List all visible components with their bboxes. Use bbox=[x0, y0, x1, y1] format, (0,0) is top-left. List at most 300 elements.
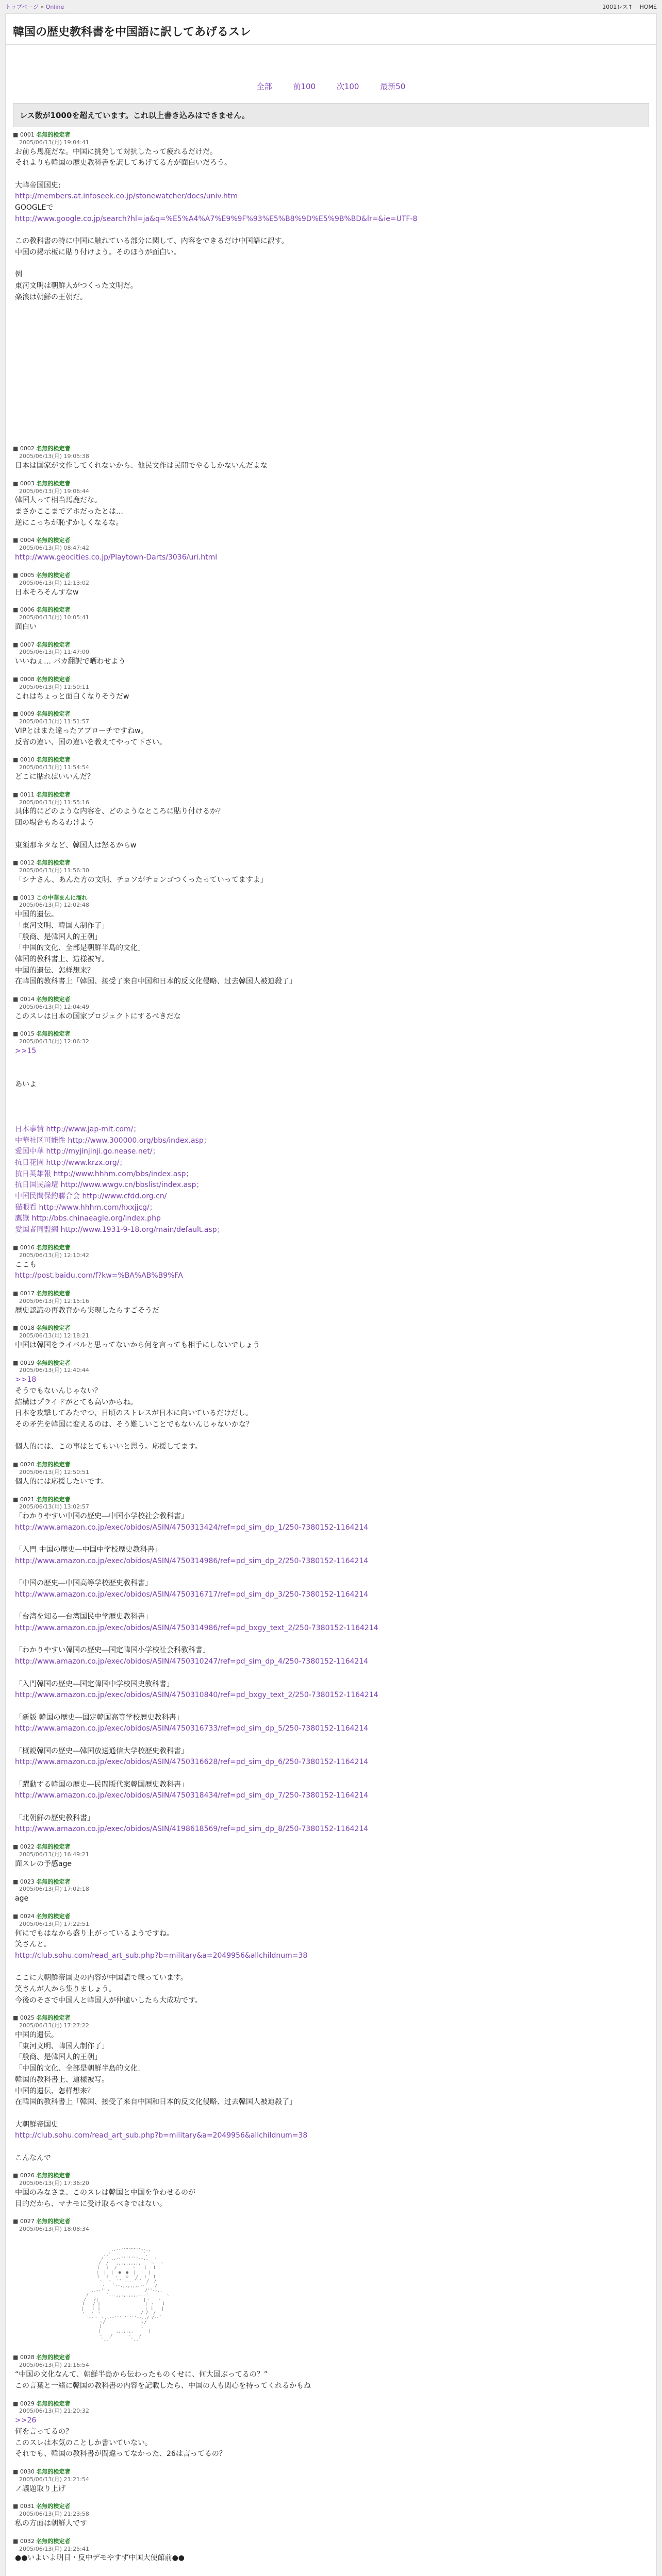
post-bullet-icon: ■ bbox=[13, 1878, 20, 1885]
post-date: 2005/06/13(月) 12:06:32 bbox=[19, 1038, 89, 1045]
post-line bbox=[15, 1057, 649, 1069]
post-line: 結構はプライドがとても高いからね。 bbox=[15, 1398, 138, 1406]
post-meta bbox=[13, 1244, 649, 1260]
post-line: こんなんで bbox=[15, 2154, 51, 2162]
post-number[interactable]: 0012 bbox=[20, 859, 35, 867]
post-line bbox=[15, 2108, 649, 2120]
post-link[interactable]: http://www.amazon.co.jp/exec/obidos/ASIN/4750314986/ref=pd_sim_dp_2/250-7380152-1164214 bbox=[15, 1556, 369, 1565]
post-body bbox=[13, 2369, 649, 2392]
post-line: 「東河文明、韓国人制作了」 bbox=[15, 921, 109, 930]
post-line: 「東河文明、韓国人制作了」 bbox=[15, 2042, 109, 2050]
post-number[interactable]: 0032 bbox=[20, 2537, 35, 2545]
post-link[interactable]: http://www.amazon.co.jp/exec/obidos/ASIN/4750316717/ref=pd_sim_dp_3/250-7380152-1164214 bbox=[15, 1590, 369, 1599]
post-line: 私の方面は朝鮮人です bbox=[15, 2519, 87, 2528]
post-bullet-icon: ■ bbox=[13, 606, 20, 614]
post-line: 韓国的教科書上、這樣被写。 bbox=[15, 2075, 109, 2084]
post-author: 名無的検定者 bbox=[36, 1461, 71, 1468]
post-date: 2005/06/13(月) 11:56:30 bbox=[19, 867, 89, 874]
post-date: 2005/06/13(月) 17:22:51 bbox=[19, 1920, 89, 1927]
post-line bbox=[15, 1522, 649, 1534]
post-line bbox=[15, 1270, 649, 1282]
post-bullet-icon: ■ bbox=[13, 756, 20, 764]
post-body bbox=[13, 461, 649, 472]
post-meta bbox=[13, 1030, 649, 1046]
post-body bbox=[13, 587, 649, 599]
post-line: 「躍動する韓国の歴史―民間版代案韓国歴史教科書」 bbox=[15, 1780, 188, 1789]
post-author: 名無的検定者 bbox=[36, 675, 71, 683]
post-author: 名無的検定者 bbox=[36, 445, 71, 452]
post-meta bbox=[13, 572, 649, 587]
post-author: 名無的検定者 bbox=[36, 2354, 71, 2361]
post-line: 「概説韓国の歴史―韓国放送通信大学校歴史教科書」 bbox=[15, 1747, 188, 1755]
post-number[interactable]: 0006 bbox=[20, 606, 35, 614]
post-meta bbox=[13, 1843, 649, 1859]
post-body bbox=[13, 1859, 649, 1870]
nav-all-link[interactable]: 全部 bbox=[256, 82, 272, 91]
post-bullet-icon: ■ bbox=[13, 675, 20, 683]
post-date: 2005/06/13(月) 11:51:57 bbox=[19, 718, 89, 725]
post-bullet-icon: ■ bbox=[13, 641, 20, 648]
post-meta bbox=[13, 537, 649, 552]
post-author: 名無的検定者 bbox=[36, 996, 71, 1003]
post-body bbox=[13, 2415, 649, 2460]
post-date: 2005/06/13(月) 17:36:20 bbox=[19, 2180, 89, 2187]
post-author: 名無的検定者 bbox=[36, 1030, 71, 1038]
post-number[interactable]: 0021 bbox=[20, 1496, 35, 1503]
post-date: 2005/06/13(月) 12:02:48 bbox=[19, 902, 89, 909]
post-author: 名無的検定者 bbox=[36, 710, 71, 718]
thread-title: 韓国の歴史教科書を中国語に訳してあげるスレ bbox=[13, 26, 252, 39]
post-line: ●●いよいよ明日・反中デモやすず中国大使館前●● bbox=[15, 2554, 185, 2563]
post-item bbox=[13, 676, 649, 702]
post-item bbox=[13, 131, 649, 303]
post-meta bbox=[13, 2468, 649, 2484]
post-body bbox=[13, 552, 649, 564]
post-number[interactable]: 0005 bbox=[20, 571, 35, 579]
post-line: 今後のそさで中国人と韓国人が仲違いしたら大成功です。 bbox=[15, 1996, 202, 2005]
post-link[interactable]: http://www.amazon.co.jp/exec/obidos/ASIN/4750313424/ref=pd_sim_dp_1/250-7380152-1164214 bbox=[15, 1523, 369, 1532]
post-body bbox=[13, 1893, 649, 1905]
post-date: 2005/06/13(月) 21:20:32 bbox=[19, 2408, 89, 2415]
post-number[interactable]: 0003 bbox=[20, 480, 35, 487]
post-number[interactable]: 0008 bbox=[20, 675, 35, 683]
post-number[interactable]: 0019 bbox=[20, 1359, 35, 1366]
post-line: この教科書の特に中国に触れている部分に関して、内容をできるだけ中国語に訳す。 bbox=[15, 237, 289, 246]
post-line: 面白い bbox=[15, 622, 37, 631]
post-date: 2005/06/13(月) 12:10:42 bbox=[19, 1251, 89, 1259]
post-body bbox=[13, 622, 649, 633]
post-body bbox=[13, 726, 649, 748]
post-meta bbox=[13, 1360, 649, 1375]
post-number[interactable]: 0028 bbox=[20, 2354, 35, 2361]
nav-prev100-link[interactable]: 前100 bbox=[293, 82, 316, 91]
post-meta bbox=[13, 1913, 649, 1928]
post-link[interactable]: http://www.amazon.co.jp/exec/obidos/ASIN/4750318434/ref=pd_sim_dp_7/250-7380152-1164214 bbox=[15, 1791, 369, 1800]
post-item bbox=[13, 1290, 649, 1316]
post-item bbox=[13, 1360, 649, 1453]
post-number[interactable]: 0022 bbox=[20, 1843, 35, 1851]
post-date: 2005/06/13(月) 19:04:41 bbox=[19, 139, 89, 146]
post-number[interactable]: 0009 bbox=[20, 710, 35, 718]
post-number[interactable]: 0017 bbox=[20, 1290, 35, 1297]
breadcrumb-separator: » bbox=[40, 4, 44, 10]
post-line: 「中国的文化、全部是朝鮮半島的文化」 bbox=[15, 944, 145, 953]
post-date: 2005/06/13(月) 11:54:54 bbox=[19, 764, 89, 771]
post-line: 日本を攻撃してみたでつ、日頃のストレスが日本に向いているだけだし。 bbox=[15, 1409, 253, 1418]
post-line: 大朝鮮帝国史 bbox=[15, 2120, 58, 2129]
post-meta bbox=[13, 756, 649, 772]
post-body bbox=[13, 1260, 649, 1282]
post-line: その矛先を韓国に変えるのは、そう難しいことでもないんじゃないかな？ bbox=[15, 1420, 253, 1429]
post-author: 名無的検定者 bbox=[36, 537, 71, 544]
post-link[interactable]: http://www.amazon.co.jp/exec/obidos/ASIN/4750316628/ref=pd_sim_dp_6/250-7380152-1164214 bbox=[15, 1758, 369, 1767]
post-bullet-icon: ■ bbox=[13, 1912, 20, 1920]
post-number[interactable]: 0013 bbox=[20, 894, 35, 901]
post-line: 「中国の歴史―中国高等学校歴史教科書」 bbox=[15, 1579, 152, 1588]
post-line: 反省の違い、国の違いを教えてやって下さい。 bbox=[15, 738, 167, 747]
post-date: 2005/06/13(月) 11:47:00 bbox=[19, 649, 89, 656]
post-line bbox=[15, 2233, 649, 2245]
post-line bbox=[15, 1723, 649, 1735]
post-line: 「新版 韓国の歴史―国定韓国高等学校歴史教科書」 bbox=[15, 1713, 184, 1722]
post-date: 2005/06/13(月) 21:25:41 bbox=[19, 2545, 89, 2552]
post-author: 名無的検定者 bbox=[36, 131, 71, 138]
post-line: 大韓帝国国史: bbox=[15, 181, 61, 190]
post-meta bbox=[13, 2172, 649, 2188]
topbar bbox=[0, 0, 662, 13]
post-date: 2005/06/13(月) 17:02:18 bbox=[19, 1886, 89, 1893]
post-line: いいねぇ… バカ翻訳で晒わせよう bbox=[15, 657, 126, 666]
post-bullet-icon: ■ bbox=[13, 2218, 20, 2225]
post-meta bbox=[13, 894, 649, 910]
post-date: 2005/06/13(月) 19:06:44 bbox=[19, 487, 89, 495]
post-line bbox=[15, 1589, 649, 1601]
post-line: お前ら馬鹿だな。中国に挑発して対抗したって疲れるだけだ。 bbox=[15, 147, 217, 156]
post-author: 名無的検定者 bbox=[36, 2172, 71, 2179]
post-bullet-icon: ■ bbox=[13, 1030, 20, 1038]
post-date: 2005/06/13(月) 11:50:11 bbox=[19, 683, 89, 690]
post-author: 名無的検定者 bbox=[36, 1244, 71, 1251]
post-meta bbox=[13, 641, 649, 657]
post-date: 2005/06/13(月) 12:04:49 bbox=[19, 1003, 89, 1010]
post-item bbox=[13, 1843, 649, 1870]
post-author: 名無的検定者 bbox=[36, 756, 71, 764]
post-line bbox=[15, 1690, 649, 1701]
post-date: 2005/06/13(月) 12:50:51 bbox=[19, 1468, 89, 1476]
post-number[interactable]: 0007 bbox=[20, 641, 35, 648]
post-line[interactable]: >>18 bbox=[15, 1376, 37, 1384]
post-meta bbox=[13, 445, 649, 461]
post-item bbox=[13, 2014, 649, 2164]
post-link[interactable]: http://members.at.infoseek.co.jp/stonewatcher/docs/univ.htm bbox=[15, 192, 238, 201]
post-link[interactable]: http://www.amazon.co.jp/exec/obidos/ASIN/4198618569/ref=pd_sim_dp_8/250-7380152-1164214 bbox=[15, 1825, 369, 1834]
post-line bbox=[15, 1802, 649, 1813]
post-author: 名無的検定者 bbox=[36, 2468, 71, 2475]
post-link[interactable]: http://www.amazon.co.jp/exec/obidos/ASIN/4750314986/ref=pd_bxgy_text_2/250-7380152-1164214 bbox=[15, 1624, 378, 1633]
post-date: 2005/06/13(月) 19:05:38 bbox=[19, 453, 89, 460]
post-line: 団の場合もあるわけよう bbox=[15, 819, 94, 827]
post-line: あいよ bbox=[15, 1080, 37, 1089]
post-number[interactable]: 0025 bbox=[20, 2014, 35, 2022]
post-line: 中国的遺伝。 bbox=[15, 2031, 58, 2040]
post-line: 個人的には、この事はとてもいいと思う。応援してます。 bbox=[15, 1443, 202, 1451]
post-line bbox=[15, 1757, 649, 1768]
post-bullet-icon: ■ bbox=[13, 2172, 20, 2179]
post-line bbox=[15, 225, 649, 236]
post-author: 名無的検定者 bbox=[36, 2218, 71, 2225]
post-line: 中国的遺伝、怎样想来？ bbox=[15, 966, 94, 975]
post-number[interactable]: 0011 bbox=[20, 791, 35, 798]
post-line bbox=[15, 1113, 649, 1124]
post-line: 歴史認識の再教育から実現したらすごそうだ bbox=[15, 1306, 159, 1315]
post-item bbox=[13, 894, 649, 988]
post-bullet-icon: ■ bbox=[13, 1461, 20, 1468]
post-item bbox=[13, 641, 649, 668]
post-meta bbox=[13, 1496, 649, 1512]
home-link[interactable]: HOME bbox=[639, 4, 657, 10]
post-body bbox=[13, 1046, 649, 1236]
breadcrumb-home-link[interactable]: トップページ bbox=[5, 4, 39, 10]
post-line bbox=[15, 1790, 649, 1802]
post-meta bbox=[13, 2400, 649, 2416]
post-author: 名無的検定者 bbox=[36, 641, 71, 648]
post-date: 2005/06/13(月) 21:21:54 bbox=[19, 2476, 89, 2483]
post-number[interactable]: 0001 bbox=[20, 131, 35, 138]
post-item bbox=[13, 572, 649, 598]
post-number[interactable]: 0002 bbox=[20, 445, 35, 452]
post-body bbox=[13, 2484, 649, 2495]
post-link[interactable]: http://www.amazon.co.jp/exec/obidos/ASIN/4750310840/ref=pd_bxgy_text_2/250-7380152-1164214 bbox=[15, 1691, 378, 1700]
post-link[interactable]: http://www.geocities.co.jp/Playtown-Darts/3036/uri.html bbox=[15, 553, 218, 562]
post-number[interactable]: 0031 bbox=[20, 2503, 35, 2510]
post-bullet-icon: ■ bbox=[13, 791, 20, 798]
post-date: 2005/06/13(月) 21:23:58 bbox=[19, 2511, 89, 2518]
post-author: 名無的検定者 bbox=[36, 1878, 71, 1885]
post-line bbox=[15, 1656, 649, 1668]
post-line bbox=[15, 1431, 649, 1442]
post-date: 2005/06/13(月) 16:49:21 bbox=[19, 1851, 89, 1858]
post-number[interactable]: 0010 bbox=[20, 756, 35, 764]
post-bullet-icon: ■ bbox=[13, 131, 20, 138]
post-item bbox=[13, 2172, 649, 2210]
post-line: 「入門韓国の歴史―国定韓国中学校国史教科書」 bbox=[15, 1680, 174, 1688]
post-body bbox=[13, 2518, 649, 2530]
post-line: 日本は国家が文作してくれないから、他民文作は民間でやるしかないんだよな bbox=[15, 462, 268, 470]
post-date: 2005/06/13(月) 13:02:57 bbox=[19, 1503, 89, 1511]
post-date: 2005/06/13(月) 12:15:16 bbox=[19, 1297, 89, 1304]
post-meta bbox=[13, 480, 649, 496]
post-number[interactable]: 0023 bbox=[20, 1878, 35, 1885]
post-line: 抗日国民論壇 http://www.wwgv.cn/bbslist/index.asp； bbox=[15, 1181, 204, 1190]
post-line: 東須那ネタなど、韓国人は怒るからw bbox=[15, 841, 137, 850]
post-bullet-icon: ■ bbox=[13, 445, 20, 452]
post-number[interactable]: 0030 bbox=[20, 2468, 35, 2475]
post-line[interactable]: >>26 bbox=[15, 2416, 37, 2425]
post-author: この中華まんに溜れ bbox=[36, 894, 88, 901]
post-line: 抗日英雄報 http://www.hhhm.com/bbs/index.asp； bbox=[15, 1170, 193, 1178]
post-meta bbox=[13, 710, 649, 726]
post-line bbox=[15, 169, 649, 180]
post-body bbox=[13, 772, 649, 783]
thread-nav bbox=[6, 45, 656, 103]
post-number[interactable]: 0016 bbox=[20, 1244, 35, 1251]
nav-latest50-link[interactable]: 最新50 bbox=[380, 82, 406, 91]
post-line bbox=[15, 1768, 649, 1780]
post-bullet-icon: ■ bbox=[13, 2537, 20, 2545]
post-line: 「殷商、是韓国人的王朝」 bbox=[15, 2053, 102, 2062]
post-number[interactable]: 0024 bbox=[20, 1912, 35, 1920]
post-item bbox=[13, 1913, 649, 2007]
post-link[interactable]: http://www.google.co.jp/search?hl=ja&q=%E5%A4%A7%E9%9F%93%E5%B8%9D%E5%9B%BD&lr=&ie=UTF-8 bbox=[15, 214, 418, 223]
post-bullet-icon: ■ bbox=[13, 1843, 20, 1851]
post-line: このスレは本気のことしか書いていない。 bbox=[15, 2438, 152, 2447]
post-author: 名無的検定者 bbox=[36, 1325, 71, 1332]
post-line: 東河文明は朝鮮人がつくった文明だ。 bbox=[15, 281, 138, 290]
post-item bbox=[13, 756, 649, 783]
post-bullet-icon: ■ bbox=[13, 1244, 20, 1251]
post-line: 在韓国的教科書上「韓国、接受了来自中国和日本的反文化侵略、过去韓国人被迫殺了」 bbox=[15, 977, 296, 986]
post-line: GOOGLEで bbox=[15, 204, 54, 212]
post-line: 抗日花園 http://www.krzx.org/； bbox=[15, 1159, 127, 1167]
post-meta bbox=[13, 2503, 649, 2518]
post-number[interactable]: 0020 bbox=[20, 1461, 35, 1468]
post-line: 日本そろそんすなw bbox=[15, 588, 79, 597]
post-line: 例 bbox=[15, 270, 22, 279]
post-number[interactable]: 0027 bbox=[20, 2218, 35, 2225]
post-meta bbox=[13, 791, 649, 807]
post-body bbox=[13, 1340, 649, 1351]
post-number[interactable]: 0014 bbox=[20, 996, 35, 1003]
post-meta bbox=[13, 1325, 649, 1340]
post-date: 2005/06/13(月) 08:47:42 bbox=[19, 545, 89, 552]
post-line: 中国民間保釣聯合会 http://www.cfdd.org.cn/ bbox=[15, 1192, 167, 1201]
post-link[interactable]: http://post.baidu.com/f?kw=%BA%AB%B9%FA bbox=[15, 1272, 183, 1280]
post-author: 名無的検定者 bbox=[36, 1912, 71, 1920]
post-line: この言葉と一緒に韓国の教科書の内容を記載したら、中国の人も関心を持ってくれるかもね bbox=[15, 2381, 311, 2390]
post-line: “中国の文化なんて、朝鮮半島から伝わったものくせに、何大国ぶってるの？” bbox=[15, 2370, 268, 2379]
post-author: 名無的検定者 bbox=[36, 1496, 71, 1503]
post-line: 逆にこっちが恥ずかしくなるな。 bbox=[15, 518, 123, 527]
topbar-right bbox=[597, 3, 657, 11]
post-line bbox=[15, 1634, 649, 1646]
ascii-art: ,.-‐''""""''‐-., ,.' `、 / ,.-‐'''''''‐-., ヽ / / ,,,,,,,,,, ヽ ヽ ｌ ｌ / ヽ ｌ ｌ | | | ● ● | | | ｌ ｌ ヽ ▽ / ｌ ｌ ヽ ヽ `''‐--‐''´ / / ヽ `‐-.,,,,,,.-‐´ / ,.-‐''ヽ /''‐-., / `‐-.,,,,,,,,,.-‐´ ヽ / /| |ヽ ヽ ｌ / | | ヽ ｌ | ｌ | | ｌ | ヽ ヽ ヽ / / / `‐-ヽ ヽ,.-‐'''''''''‐-.,/ /-‐´ ヽ/ ヽ/ ｌ ｌ | ,,,,,,, | ヽ / ヽ / `‐-´ `‐-´ bbox=[81, 2247, 170, 2343]
post-bullet-icon: ■ bbox=[13, 996, 20, 1003]
post-bullet-icon: ■ bbox=[13, 1290, 20, 1297]
post-item bbox=[13, 1030, 649, 1235]
post-date: 2005/06/13(月) 11:55:16 bbox=[19, 799, 89, 806]
post-body bbox=[13, 1375, 649, 1453]
post-number[interactable]: 0018 bbox=[20, 1325, 35, 1332]
post-meta bbox=[13, 131, 649, 147]
post-bullet-icon: ■ bbox=[13, 2503, 20, 2510]
post-line bbox=[15, 1824, 649, 1835]
post-line: 鷹嶽 http://bbs.chinaeagle.org/index.php bbox=[15, 1214, 161, 1223]
post-link[interactable]: http://club.sohu.com/read_art_sub.php?b=military&a=2049956&allchildnum=38 bbox=[15, 1951, 308, 1960]
post-item bbox=[13, 2468, 649, 2495]
post-author: 名無的検定者 bbox=[36, 1359, 71, 1366]
post-line bbox=[15, 1962, 649, 1973]
post-line bbox=[15, 1951, 649, 1962]
post-line bbox=[15, 1091, 649, 1102]
nav-next100-link[interactable]: 次100 bbox=[336, 82, 359, 91]
post-number[interactable]: 0026 bbox=[20, 2172, 35, 2179]
post-link[interactable]: http://www.amazon.co.jp/exec/obidos/ASIN/4750310247/ref=pd_sim_dp_4/250-7380152-1164214 bbox=[15, 1657, 369, 1666]
post-item bbox=[13, 996, 649, 1022]
post-item bbox=[13, 2218, 649, 2346]
post-item bbox=[13, 1244, 649, 1282]
post-bullet-icon: ■ bbox=[13, 480, 20, 487]
post-line bbox=[15, 214, 649, 225]
post-line bbox=[15, 1701, 649, 1713]
post-body bbox=[13, 806, 649, 851]
post-line bbox=[15, 1534, 649, 1545]
post-body bbox=[13, 2188, 649, 2210]
post-body bbox=[13, 1928, 649, 2007]
post-line: 韓国人って相当馬鹿だな。 bbox=[15, 496, 102, 505]
post-line: age bbox=[15, 1894, 29, 1903]
post-item bbox=[13, 1878, 649, 1905]
post-item bbox=[13, 1496, 649, 1836]
post-author: 名無的検定者 bbox=[36, 571, 71, 579]
post-line[interactable]: >>15 bbox=[15, 1047, 37, 1056]
post-bullet-icon: ■ bbox=[13, 571, 20, 579]
post-author: 名無的検定者 bbox=[36, 2503, 71, 2510]
post-meta bbox=[13, 1461, 649, 1477]
topbar-breadcrumb bbox=[5, 3, 64, 11]
post-body bbox=[13, 495, 649, 529]
post-line: これはちょっと面白くなりそうだw bbox=[15, 692, 129, 701]
post-line: 「シナさん、あんた方の文明、チョソがチョンゴつくったっていってますよ」 bbox=[15, 875, 268, 884]
post-line: 「入門 中国の歴史―中国中学校歴史教科書」 bbox=[15, 1546, 162, 1554]
post-number[interactable]: 0029 bbox=[20, 2400, 35, 2407]
post-body bbox=[13, 1306, 649, 1317]
post-line bbox=[15, 1601, 649, 1612]
post-date: 2005/06/13(月) 12:18:21 bbox=[19, 1332, 89, 1340]
post-line: どこに貼ればいいんだ？ bbox=[15, 773, 94, 782]
post-line: VIPとはまた違ったアプローチですねw。 bbox=[15, 727, 148, 735]
post-item bbox=[13, 537, 649, 563]
post-link[interactable]: http://club.sohu.com/read_art_sub.php?b=military&a=2049956&allchildnum=38 bbox=[15, 2131, 308, 2140]
post-number[interactable]: 0004 bbox=[20, 537, 35, 544]
post-author: 名無的検定者 bbox=[36, 606, 71, 614]
post-item bbox=[13, 606, 649, 633]
post-body bbox=[13, 2553, 649, 2576]
post-item bbox=[13, 2538, 649, 2576]
post-author: 名無的検定者 bbox=[36, 859, 71, 867]
post-line: 日本事情 http://www.jap-mit.com/； bbox=[15, 1125, 141, 1133]
post-bullet-icon: ■ bbox=[13, 2468, 20, 2475]
post-line bbox=[15, 191, 649, 202]
post-line: 面スレの予感age bbox=[15, 1859, 72, 1868]
post-meta bbox=[13, 1290, 649, 1306]
post-bullet-icon: ■ bbox=[13, 894, 20, 901]
post-item bbox=[13, 1325, 649, 1351]
thread-title-bar bbox=[6, 14, 656, 45]
post-number[interactable]: 0015 bbox=[20, 1030, 35, 1038]
post-line bbox=[15, 829, 649, 840]
post-line bbox=[15, 2564, 649, 2575]
post-line: 中国は韓国をライバルと思ってないから何を言っても相手にしないでしょう bbox=[15, 1341, 260, 1349]
post-author: 名無的検定者 bbox=[36, 480, 71, 487]
breadcrumb-board-link[interactable]: Online bbox=[45, 4, 64, 10]
post-link[interactable]: http://www.amazon.co.jp/exec/obidos/ASIN/4750316733/ref=pd_sim_dp_5/250-7380152-1164214 bbox=[15, 1724, 369, 1733]
post-line: 笑さんが人から集りましょう。 bbox=[15, 1985, 116, 1993]
post-line: 在韓国的教科書上「韓国、接受了来自中国和日本的反文化侵略、过去韓国人被迫殺了」 bbox=[15, 2098, 296, 2107]
thread-page bbox=[5, 13, 657, 2576]
post-item bbox=[13, 2354, 649, 2392]
post-date: 2005/06/13(月) 21:16:54 bbox=[19, 2362, 89, 2369]
response-count-link[interactable]: 1001レス↑ bbox=[602, 4, 633, 10]
